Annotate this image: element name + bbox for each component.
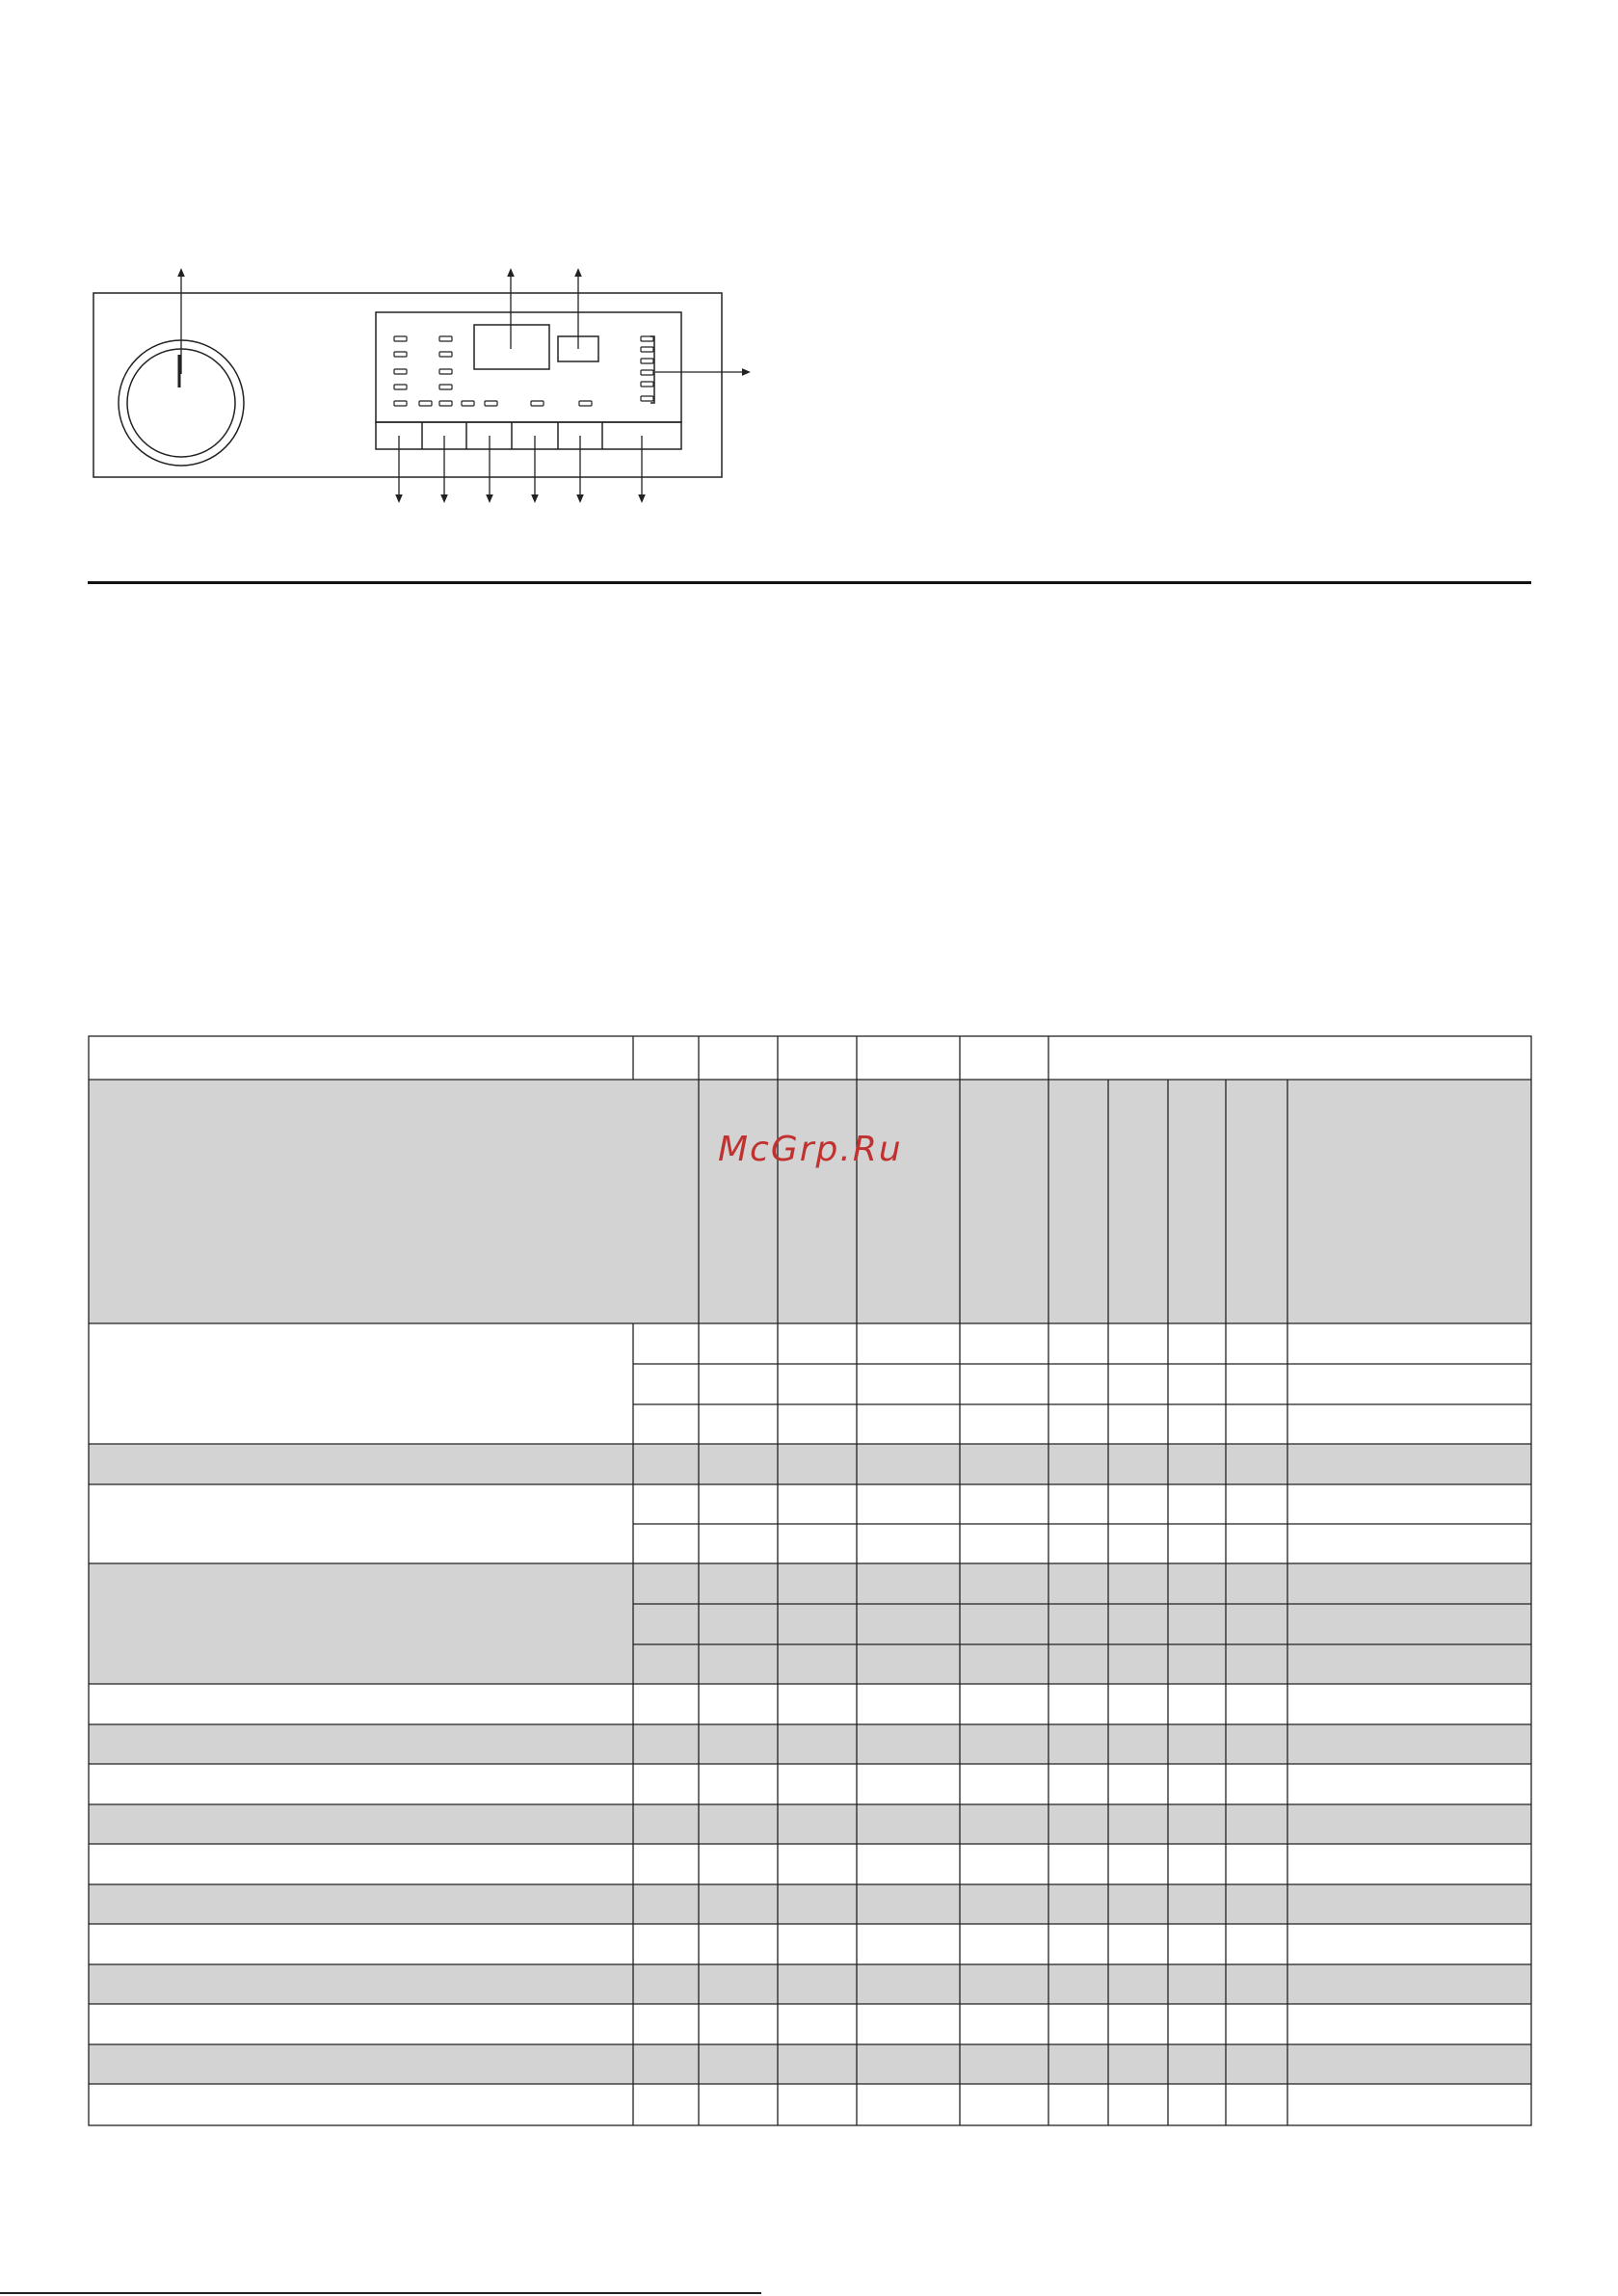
indicator-slot — [419, 401, 432, 406]
watermark: McGrp.Ru — [718, 1130, 903, 1169]
header-shade — [89, 1080, 1531, 1323]
row-shade — [89, 1964, 1531, 2004]
indicator-slot — [485, 401, 497, 406]
row-shade — [89, 2044, 1531, 2084]
indicator-slot — [439, 352, 452, 357]
row-shade — [89, 1563, 1531, 1684]
indicator-slot — [394, 369, 407, 374]
indicator-lights — [394, 336, 653, 406]
footer-line — [0, 2292, 761, 2294]
row-shade — [89, 1724, 1531, 1764]
indicator-slot — [394, 401, 407, 406]
program-table — [0, 1031, 1618, 2130]
section-divider — [88, 581, 1531, 584]
indicator-slot — [394, 352, 407, 357]
control-panel-diagram — [0, 0, 1618, 578]
indicator-slot — [439, 369, 452, 374]
indicator-slot — [462, 401, 474, 406]
indicator-slot — [439, 401, 452, 406]
row-shade — [89, 1884, 1531, 1924]
indicator-slot — [531, 401, 544, 406]
row-shade — [89, 1804, 1531, 1844]
indicator-slot — [439, 336, 452, 341]
display-screen — [474, 325, 549, 369]
indicator-slot — [439, 385, 452, 389]
indicator-slot — [641, 347, 653, 352]
row-shade — [89, 1444, 1531, 1484]
indicator-slot — [641, 382, 653, 387]
indicator-slot — [641, 370, 653, 375]
indicator-slot — [394, 385, 407, 389]
indicator-slot — [394, 336, 407, 341]
indicator-slot — [641, 359, 653, 363]
indicator-slot — [579, 401, 592, 406]
indicator-slot — [641, 396, 653, 401]
